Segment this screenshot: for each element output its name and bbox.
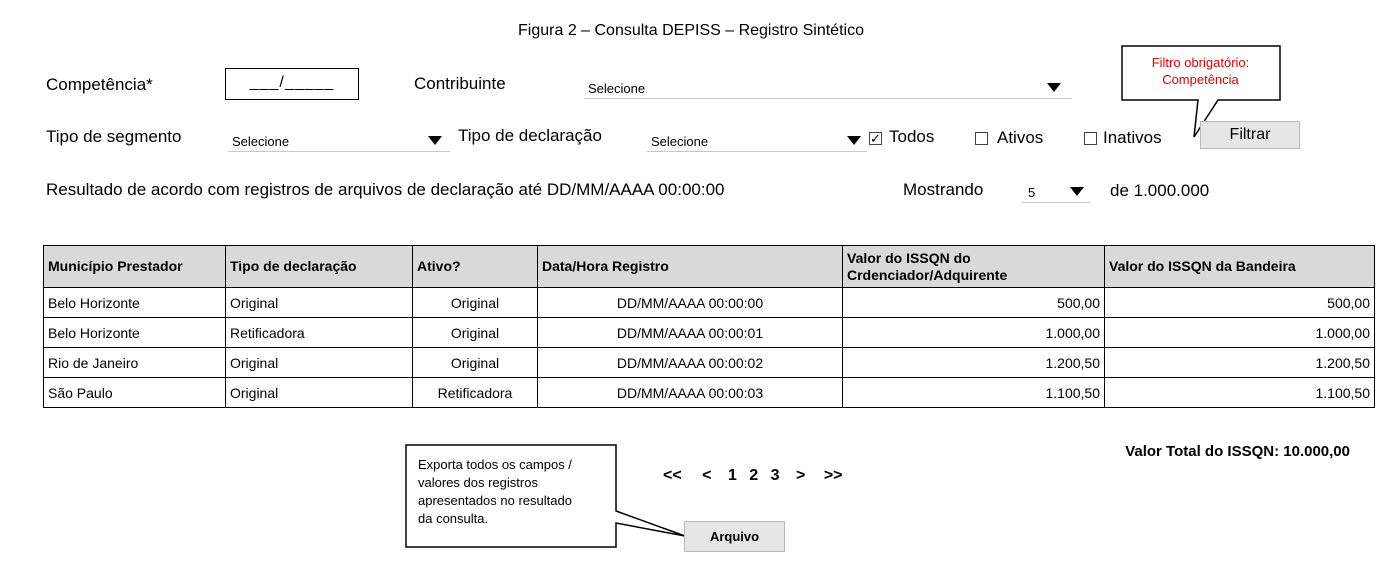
tipo-declaracao-select[interactable] xyxy=(647,129,867,152)
export-callout-line: valores dos registros xyxy=(418,475,538,490)
cell-ativo: Retificadora xyxy=(413,378,538,408)
tipo-segmento-label: Tipo de segmento xyxy=(46,127,182,146)
pagination-page-2[interactable]: 2 xyxy=(749,467,759,484)
tipo-declaracao-select-value: Selecione xyxy=(651,134,709,149)
table-row xyxy=(44,288,1375,318)
pagination xyxy=(663,467,843,485)
pagination-next[interactable]: > xyxy=(796,467,806,484)
tipo-declaracao-label: Tipo de declaração xyxy=(458,126,602,145)
todos-checkbox[interactable]: ✓ xyxy=(870,131,881,146)
todos-label: Todos xyxy=(889,127,935,146)
ativos-checkbox[interactable] xyxy=(975,132,988,145)
cell-valor-bandeira: 1.000,00 xyxy=(1105,318,1375,348)
cell-valor-credenciador: 500,00 xyxy=(843,288,1105,318)
export-callout-line: Exporta todos os campos / xyxy=(418,457,572,472)
cell-tipo-declaracao: Original xyxy=(226,378,413,408)
arquivo-button[interactable]: Arquivo xyxy=(684,521,785,552)
pagination-last[interactable]: >> xyxy=(823,467,843,484)
table-row xyxy=(44,378,1375,408)
cell-ativo: Original xyxy=(413,348,538,378)
results-table xyxy=(43,245,1375,408)
page-size-select[interactable] xyxy=(1022,180,1090,203)
cell-municipio: Belo Horizonte xyxy=(44,288,226,318)
competencia-label: Competência* xyxy=(46,75,153,94)
cell-ativo: Original xyxy=(413,288,538,318)
filtrar-button[interactable]: Filtrar xyxy=(1200,121,1300,149)
cell-ativo: Original xyxy=(413,318,538,348)
column-header-valor-bandeira: Valor do ISSQN da Bandeira xyxy=(1105,246,1375,288)
chevron-down-icon xyxy=(1047,83,1061,92)
column-header-data-hora: Data/Hora Registro xyxy=(538,246,843,288)
pagination-first[interactable]: << xyxy=(663,467,682,484)
export-callout-line: da consulta. xyxy=(418,511,489,526)
cell-data-hora: DD/MM/AAAA 00:00:00 xyxy=(538,288,843,318)
cell-tipo-declaracao: Original xyxy=(226,288,413,318)
cell-municipio: Belo Horizonte xyxy=(44,318,226,348)
cell-municipio: Rio de Janeiro xyxy=(44,348,226,378)
contribuinte-select-value: Selecione xyxy=(588,81,646,96)
pagination-page-3[interactable]: 3 xyxy=(770,467,780,484)
cell-data-hora: DD/MM/AAAA 00:00:03 xyxy=(538,378,843,408)
export-callout-text xyxy=(418,456,572,528)
tipo-segmento-select[interactable] xyxy=(228,129,450,152)
ativos-label: Ativos xyxy=(997,128,1044,147)
chevron-down-icon xyxy=(428,136,442,145)
page-title: Figura 2 – Consulta DEPISS – Registro Sintético xyxy=(518,22,864,39)
cell-valor-credenciador: 1.000,00 xyxy=(843,318,1105,348)
column-header-tipo-declaracao: Tipo de declaração xyxy=(226,246,413,288)
column-header-municipio: Município Prestador xyxy=(44,246,226,288)
column-header-ativo: Ativo? xyxy=(413,246,538,288)
inativos-checkbox[interactable] xyxy=(1084,132,1097,145)
contribuinte-label: Contribuinte xyxy=(414,74,506,93)
pagination-page-1[interactable]: 1 xyxy=(727,467,737,484)
column-header-valor-credenciador: Valor do ISSQN do Crdenciador/Adquirente xyxy=(843,246,1105,288)
filter-callout-line1: Filtro obrigatório: xyxy=(1151,55,1250,70)
cell-valor-credenciador: 1.100,50 xyxy=(843,378,1105,408)
page-size-value: 5 xyxy=(1028,185,1036,200)
tipo-segmento-select-value: Selecione xyxy=(232,134,290,149)
cell-data-hora: DD/MM/AAAA 00:00:02 xyxy=(538,348,843,378)
filter-callout-text xyxy=(1122,54,1279,88)
table-row xyxy=(44,318,1375,348)
cell-valor-bandeira: 500,00 xyxy=(1105,288,1375,318)
contribuinte-select[interactable] xyxy=(584,76,1072,99)
export-callout-line: apresentados no resultado xyxy=(418,493,572,508)
pagination-prev[interactable]: < xyxy=(702,467,712,484)
cell-tipo-declaracao: Retificadora xyxy=(226,318,413,348)
cell-valor-bandeira: 1.100,50 xyxy=(1105,378,1375,408)
cell-valor-credenciador: 1.200,50 xyxy=(843,348,1105,378)
table-row xyxy=(44,348,1375,378)
table-header-row xyxy=(44,246,1375,288)
competencia-input[interactable]: ___/_____ xyxy=(225,68,359,100)
filter-callout-line2: Competência xyxy=(1162,72,1239,87)
result-text: Resultado de acordo com registros de arquivos de declaração até DD/MM/AAAA 00:00:00 xyxy=(46,180,725,199)
chevron-down-icon xyxy=(847,136,861,145)
cell-data-hora: DD/MM/AAAA 00:00:01 xyxy=(538,318,843,348)
valor-total: Valor Total do ISSQN: 10.000,00 xyxy=(1125,443,1350,460)
cell-municipio: São Paulo xyxy=(44,378,226,408)
inativos-label: Inativos xyxy=(1103,128,1162,147)
total-records-text: de 1.000.000 xyxy=(1110,181,1210,200)
mostrando-label: Mostrando xyxy=(903,180,984,199)
chevron-down-icon xyxy=(1070,187,1084,196)
cell-tipo-declaracao: Original xyxy=(226,348,413,378)
cell-valor-bandeira: 1.200,50 xyxy=(1105,348,1375,378)
